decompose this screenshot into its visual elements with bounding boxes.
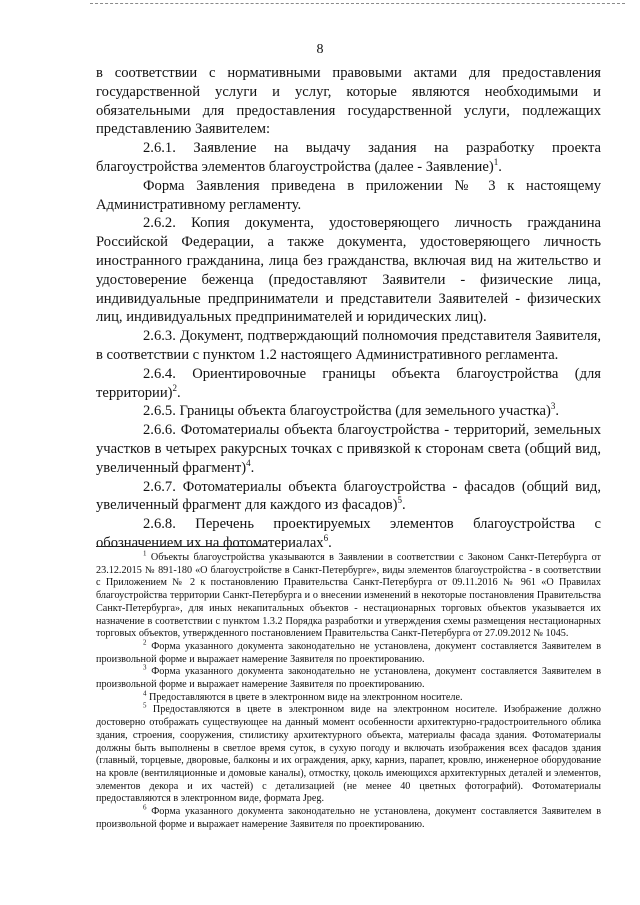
page-number: 8 (316, 42, 324, 57)
paragraph-2-6-8: 2.6.8. Перечень проектируемых элементов благоустройства с обозначением их на фотоматериалах$^6$. (96, 516, 601, 551)
footnote-ref-5: 5 (397, 495, 402, 506)
paragraph-2-6-1: 2.6.1. Заявление на выдачу задания на разработку проекта благоустройства элементов благоустройства (далее - Заявление)$^1$. (96, 140, 601, 175)
footnote-ref-1: 1 (493, 157, 499, 168)
footnote-ref-4: 4 (246, 457, 251, 468)
paragraph-2-6-7: 2.6.7. Фотоматериалы объекта благоустройства - фасадов (общий вид, увеличенный фрагмент для каждого из фасадов)$^5$. (96, 478, 601, 514)
footnote-ref-6: 6 (323, 533, 329, 544)
main-text (96, 64, 601, 553)
footnote-ref-3: 3 (550, 401, 556, 412)
paragraph-form: Форма Заявления приведена в приложении № 3 к настоящему Административному регламенту. (96, 177, 601, 213)
footnote-3: $^3$ Форма указанного документа законодательно не установлена, документ составляется Заявителем в произвольной форме и выражает намерение Заявителя по проектированию. (96, 663, 602, 691)
footnote-separator (96, 546, 266, 547)
footnote-5: $^5$ Предоставляются в цвете в электронном виде на электронном носителе. Изображение должно достоверно отображать существующее на данный момент особенности архитектурно-градостроительного облика здания, строения, сооружения, стилистику архитектурного объекта, материалы фасада здания. Фотоматериалы должны быть выполнены в светлое время суток, в сухую погоду и включать изображения всех фасадов здания (главный, торцевые, дворовые, балконы и их ограждения, арку, карниз, парапет, кровлю, инженерное оборудование на кровле (вентиляционные и домовые каналы), отмостку, цоколь имеющихся архитектурных деталей и элементов, элементов декора и их частей) с детализацией (не менее 40 цветных фотографий). Фотоматериалы предоставляются в электронном виде, формата Jpeg. (96, 702, 602, 805)
footnotes (96, 549, 602, 831)
scan-top-border (90, 3, 625, 4)
paragraph-2-6-6: 2.6.6. Фотоматериалы объекта благоустройства - территорий, земельных участков в четырех ракурсных точках с привязкой к сторонам света (общий вид, увеличенный фрагмент)$^4$. (96, 422, 601, 476)
footnote-4: $^4$ Предоставляются в цвете в электронном виде на электронном носителе. (143, 689, 463, 703)
paragraph-2-6-2: 2.6.2. Копия документа, удостоверяющего личность гражданина Российской Федерации, а также документа, удостоверяющего личность иностранного гражданина, лица без гражданства, включая вид на жительство и удостоверение беженца (предоставляют Заявители - физические лица, индивидуальные предприниматели и представители Заявителей - физических лиц, индивидуальных предпринимателей и юридических лиц). (96, 215, 601, 326)
paragraph-intro: в соответствии с нормативными правовыми актами для предоставления государственной услуги и услуг, которые являются необходимыми и обязательными для предоставления государственной услуги, подлежащих представлению Заявителем: (96, 65, 601, 138)
paragraph-2-6-3: 2.6.3. Документ, подтверждающий полномочия представителя Заявителя, в соответствии с пунктом 1.2 настоящего Административного регламента. (96, 328, 601, 363)
paragraph-2-6-4: 2.6.4. Ориентировочные границы объекта благоустройства (для территории)$^2$. (96, 365, 601, 401)
footnote-6: $^6$ Форма указанного документа законодательно не установлена, документ составляется Заявителем в произвольной форме и выражает намерение Заявителя по проектированию. (96, 803, 602, 830)
paragraph-2-6-5: 2.6.5. Границы объекта благоустройства (для земельного участка)$^3$. (143, 401, 560, 420)
footnote-ref-2: 2 (172, 382, 178, 393)
footnote-1: $^1$ Объекты благоустройства указываются в Заявлении в соответствии с Законом Санкт-Петербурга от 23.12.2015 № 891-180 «О благоустройстве в Санкт-Петербурге», виды элементов благоустройства - в соответствии с Приложением № 2 к постановлению Правительства Санкт-Петербурга от 09.11.2016 № 961 «О Правилах благоустройства территории Санкт-Петербурга и о внесении изменений в некоторые постановления Правительства Санкт-Петербурга», для иных некапитальных объектов - нестационарных торговых объектов указывается их назначение в соответствии с пунктом 1.3.2 Порядка разработки и утверждения схемы размещения нестационарных торговых объектов, утвержденного постановлением Правительства Санкт-Петербурга от 27.09.2012 № 1045. (96, 549, 602, 640)
footnote-2: $^2$ Форма указанного документа законодательно не установлена, документ составляется Заявителем в произвольной форме и выражает намерение Заявителя по проектированию. (96, 638, 602, 665)
